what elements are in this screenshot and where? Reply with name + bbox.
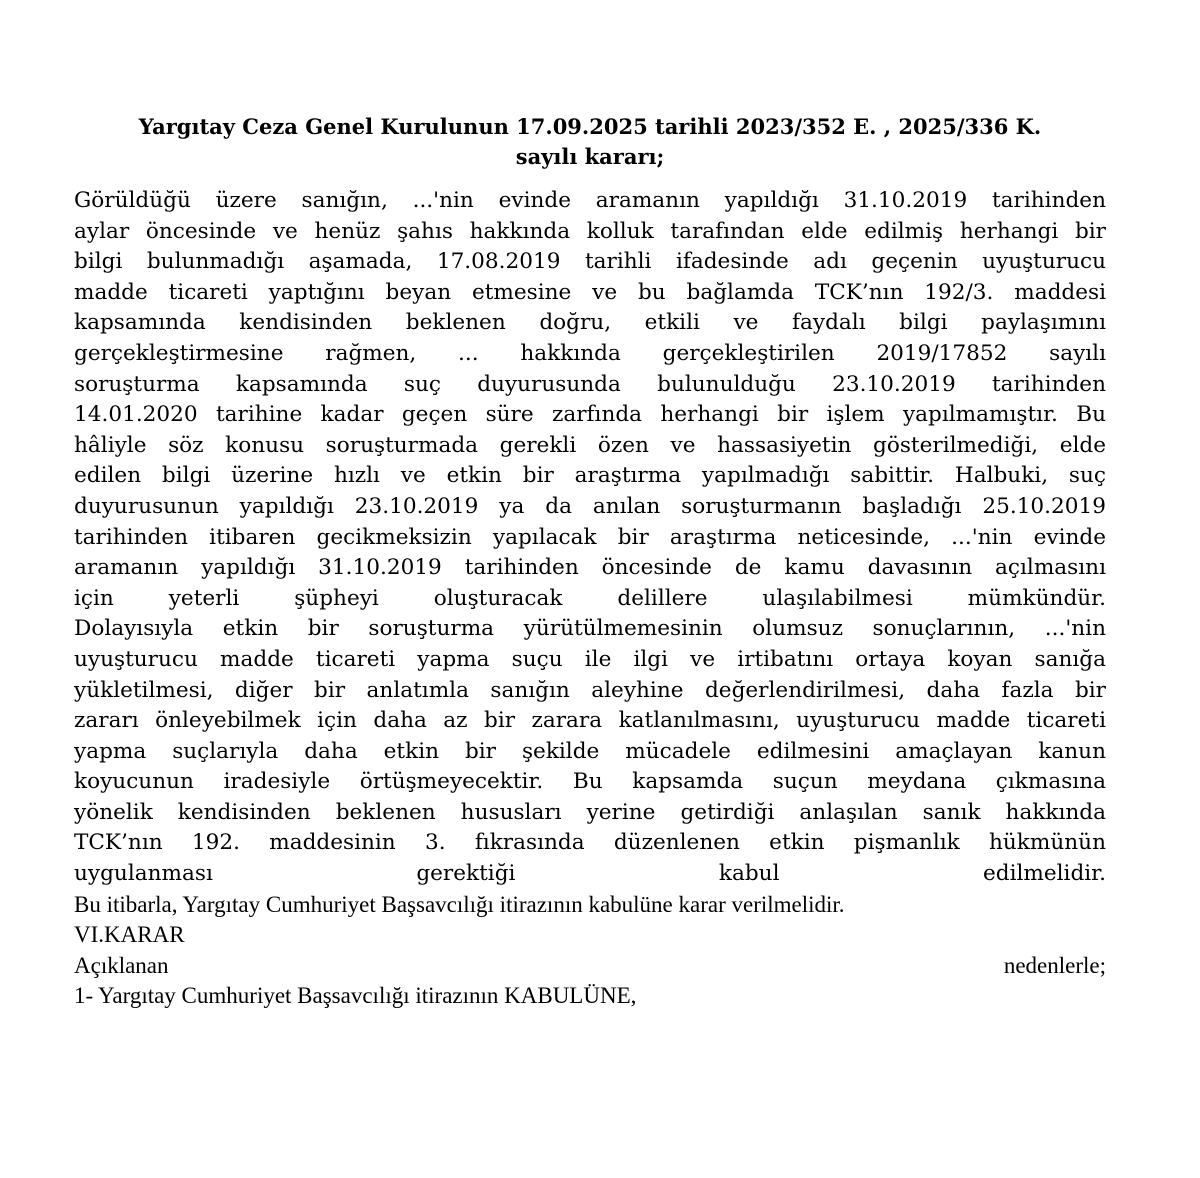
decision-section	[74, 890, 1106, 1012]
reasons-line: Açıklanan nedenlerle;	[74, 952, 1106, 978]
paragraph-line: uyuşturucu madde ticareti yapma suçu ile ilgi ve irtibatını ortaya koyan sanığa	[74, 646, 1106, 672]
paragraph-line: madde ticareti yaptığını beyan etmesine ve bu bağlamda TCK’nın 192/3. maddesi	[74, 279, 1106, 305]
paragraph-line: yapma suçlarıyla daha etkin bir şekilde mücadele edilmesini amaçlayan kanun	[74, 738, 1106, 764]
main-paragraph	[74, 186, 1106, 890]
paragraph-line: edilen bilgi üzerine hızlı ve etkin bir araştırma yapılmadığı sabittir. Halbuki, suç	[74, 463, 1106, 489]
paragraph-line: kapsamında kendisinden beklenen doğru, etkili ve faydalı bilgi paylaşımını	[74, 310, 1106, 336]
paragraph-line: koyucunun iradesiyle örtüşmeyecektir. Bu kapsamda suçun meydana çıkmasına	[74, 769, 1106, 795]
document-page	[74, 112, 1106, 1012]
paragraph-line: duyurusunun yapıldığı 23.10.2019 ya da anılan soruşturmanın başladığı 25.10.2019	[74, 493, 1106, 519]
paragraph-line: 14.01.2020 tarihine kadar geçen süre zarfında herhangi bir işlem yapılmamıştır. Bu	[74, 402, 1106, 428]
section-heading: VI.KARAR	[74, 922, 185, 948]
title-line-2: sayılı kararı;	[515, 144, 665, 169]
title-line-1: Yargıtay Ceza Genel Kurulunun 17.09.2025 tarihli 2023/352 E. , 2025/336 K.	[138, 114, 1042, 139]
paragraph-line: aylar öncesinde ve henüz şahıs hakkında kolluk tarafından elde edilmiş herhangi bir	[74, 218, 1106, 244]
paragraph-line: zararı önleyebilmek için daha az bir zarara katlanılmasını, uyuşturucu madde ticareti	[74, 708, 1106, 734]
paragraph-line: Dolayısıyla etkin bir soruşturma yürütülmemesinin olumsuz sonuçlarının, ...'nin	[74, 616, 1106, 642]
paragraph-line: soruşturma kapsamında suç duyurusunda bulunulduğu 23.10.2019 tarihinden	[74, 371, 1106, 397]
paragraph-line: TCK’nın 192. maddesinin 3. fıkrasında düzenlenen etkin pişmanlık hükmünün	[74, 830, 1106, 856]
document-title	[74, 112, 1106, 172]
paragraph-line: gerçekleştirmesine rağmen, ... hakkında gerçekleştirilen 2019/17852 sayılı	[74, 340, 1106, 366]
paragraph-line: Görüldüğü üzere sanığın, ...'nin evinde aramanın yapıldığı 31.10.2019 tarihinden	[74, 188, 1106, 213]
paragraph-line: için yeterli şüpheyi oluşturacak delillere ulaşılabilmesi mümkündür.	[74, 585, 1106, 611]
conclusion-line: Bu itibarla, Yargıtay Cumhuriyet Başsavcılığı itirazının kabulüne karar verilmelidir.	[74, 891, 845, 917]
paragraph-line: hâliyle söz konusu soruşturmada gerekli özen ve hassasiyetin gösterilmediği, elde	[74, 432, 1106, 458]
decision-item: 1- Yargıtay Cumhuriyet Başsavcılığı itirazının KABULÜNE,	[74, 983, 637, 1009]
paragraph-line: yönelik kendisinden beklenen hususları yerine getirdiği anlaşılan sanık hakkında	[74, 799, 1106, 825]
paragraph-line: yükletilmesi, diğer bir anlatımla sanığın aleyhine değerlendirilmesi, daha fazla bir	[74, 677, 1106, 703]
paragraph-line: bilgi bulunmadığı aşamada, 17.08.2019 tarihli ifadesinde adı geçenin uyuşturucu	[74, 249, 1106, 275]
paragraph-line: tarihinden itibaren gecikmeksizin yapılacak bir araştırma neticesinde, ...'nin evinde	[74, 524, 1106, 550]
paragraph-line: uygulanması gerektiği kabul edilmelidir.	[74, 861, 1106, 887]
paragraph-line: aramanın yapıldığı 31.10.2019 tarihinden öncesinde de kamu davasının açılmasını	[74, 555, 1106, 581]
